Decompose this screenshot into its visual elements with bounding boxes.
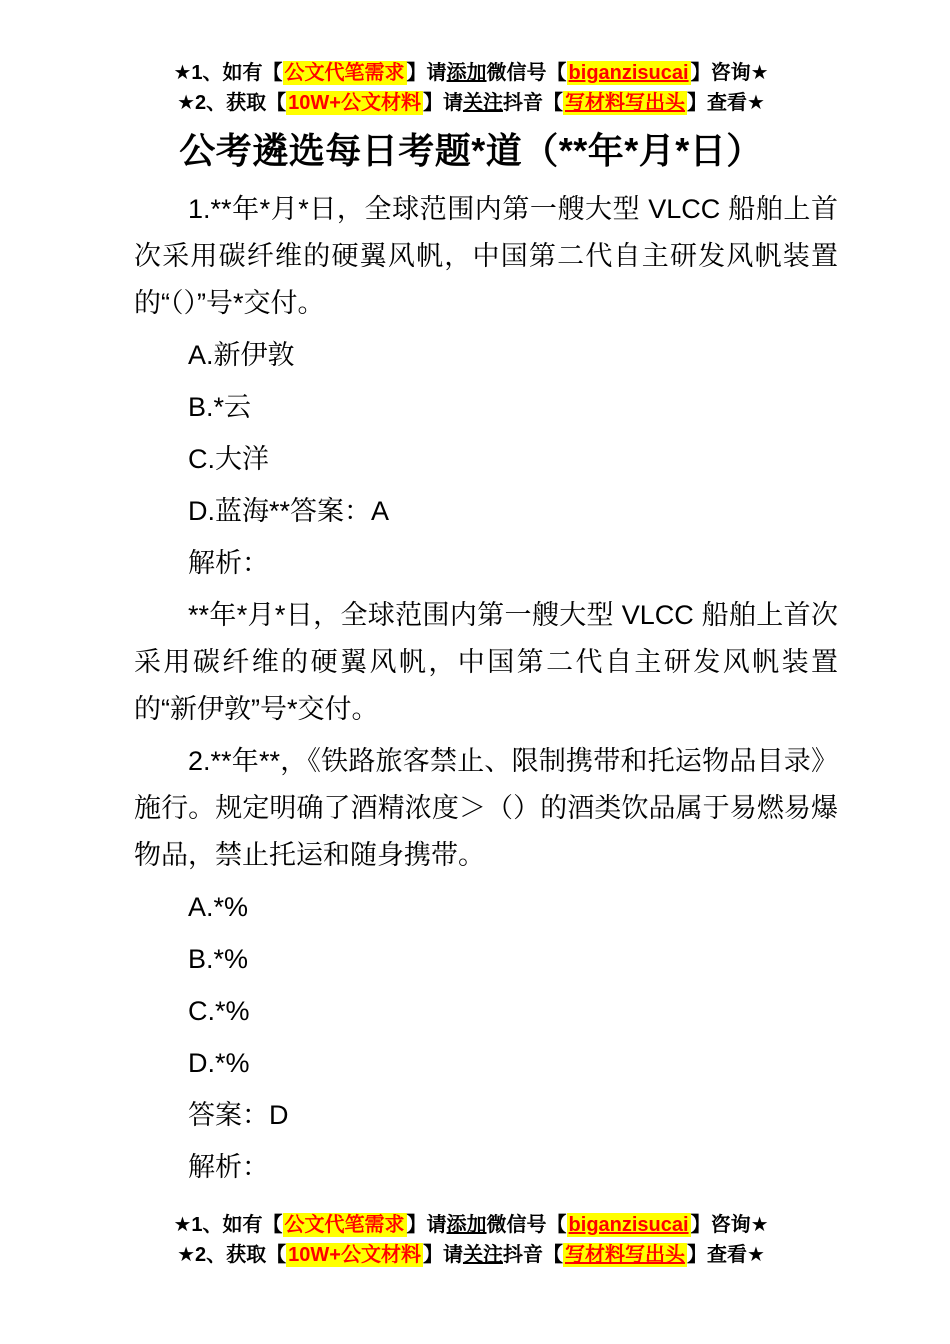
douyin-id-text: 写材料写出头 (564, 92, 685, 114)
header-notice (84, 58, 858, 118)
notice-text: 】请 (422, 92, 463, 114)
question-1-analysis: **年*月*日，全球范围内第一艘大型 VLCC 船舶上首次采用碳纤维的硬翼风帆，中国第二代自主研发风帆装置的“新伊敦”号*交付。 (134, 600, 838, 724)
question-2-stem: 2.**年**，《铁路旅客禁止、限制携带和托运物品目录》施行。规定明确了酒精浓度＞（）的酒类饮品属于易燃易爆物品，禁止托运和随身携带。 (134, 746, 838, 870)
underlined-action-text: 关注 (462, 1244, 503, 1266)
highlighted-material-text: 10W+公文材料 (288, 92, 421, 114)
footer-notice (84, 1210, 858, 1270)
question-2-option-d: D.*% (188, 1048, 250, 1078)
question-2-answer: 答案：D (188, 1100, 289, 1130)
question-1-option-c: C.大洋 (188, 444, 269, 474)
notice-text: 】请 (406, 62, 447, 84)
highlighted-material-text: 10W+公文材料 (288, 1244, 421, 1266)
highlighted-service-text: 公文代笔需求 (284, 1214, 405, 1236)
notice-text: 抖音【 (502, 1244, 563, 1266)
notice-text: ★2、获取【 (177, 1244, 287, 1266)
notice-text: 】请 (406, 1214, 447, 1236)
notice-text: 】查看★ (686, 1244, 765, 1266)
header-notice-line-2 (84, 88, 858, 118)
question-2-option-a: A.*% (188, 892, 249, 922)
question-1-analysis-label: 解析： (188, 548, 269, 578)
notice-text: ★1、如有【 (173, 62, 283, 84)
notice-text: ★1、如有【 (173, 1214, 283, 1236)
notice-text: ★2、获取【 (177, 92, 287, 114)
notice-text: 抖音【 (502, 92, 563, 114)
notice-text: 】请 (422, 1244, 463, 1266)
question-2-option-b: B.*% (188, 944, 249, 974)
question-2-option-c: C.*% (188, 996, 250, 1026)
notice-text: 】咨询★ (690, 62, 769, 84)
question-1-option-b: B.*云 (188, 392, 252, 422)
footer-notice-line-1 (84, 1210, 858, 1240)
question-1-stem: 1.**年*月*日，全球范围内第一艘大型 VLCC 船舶上首次采用碳纤维的硬翼风帆，中国第二代自主研发风帆装置的“（）”号*交付。 (134, 194, 838, 318)
wechat-id-text: biganzisucai (568, 1214, 689, 1236)
notice-text: 】咨询★ (690, 1214, 769, 1236)
footer-notice-line-2 (84, 1240, 858, 1270)
wechat-id-text: biganzisucai (568, 62, 689, 84)
underlined-action-text: 关注 (462, 92, 503, 114)
question-1-option-d-answer: D.蓝海**答案：A (188, 496, 390, 526)
notice-text: 微信号【 (486, 1214, 567, 1236)
douyin-id-text: 写材料写出头 (564, 1244, 685, 1266)
highlighted-service-text: 公文代笔需求 (284, 62, 405, 84)
question-1-option-a: A.新伊敦 (188, 340, 295, 370)
page-title: 公考遴选每日考题*道（**年*月*日） (179, 130, 763, 171)
notice-text: 微信号【 (486, 62, 567, 84)
question-2-analysis-label: 解析： (188, 1152, 269, 1182)
notice-text: 】查看★ (686, 92, 765, 114)
underlined-action-text: 添加 (446, 1214, 487, 1236)
header-notice-line-1 (84, 58, 858, 88)
underlined-action-text: 添加 (446, 62, 487, 84)
